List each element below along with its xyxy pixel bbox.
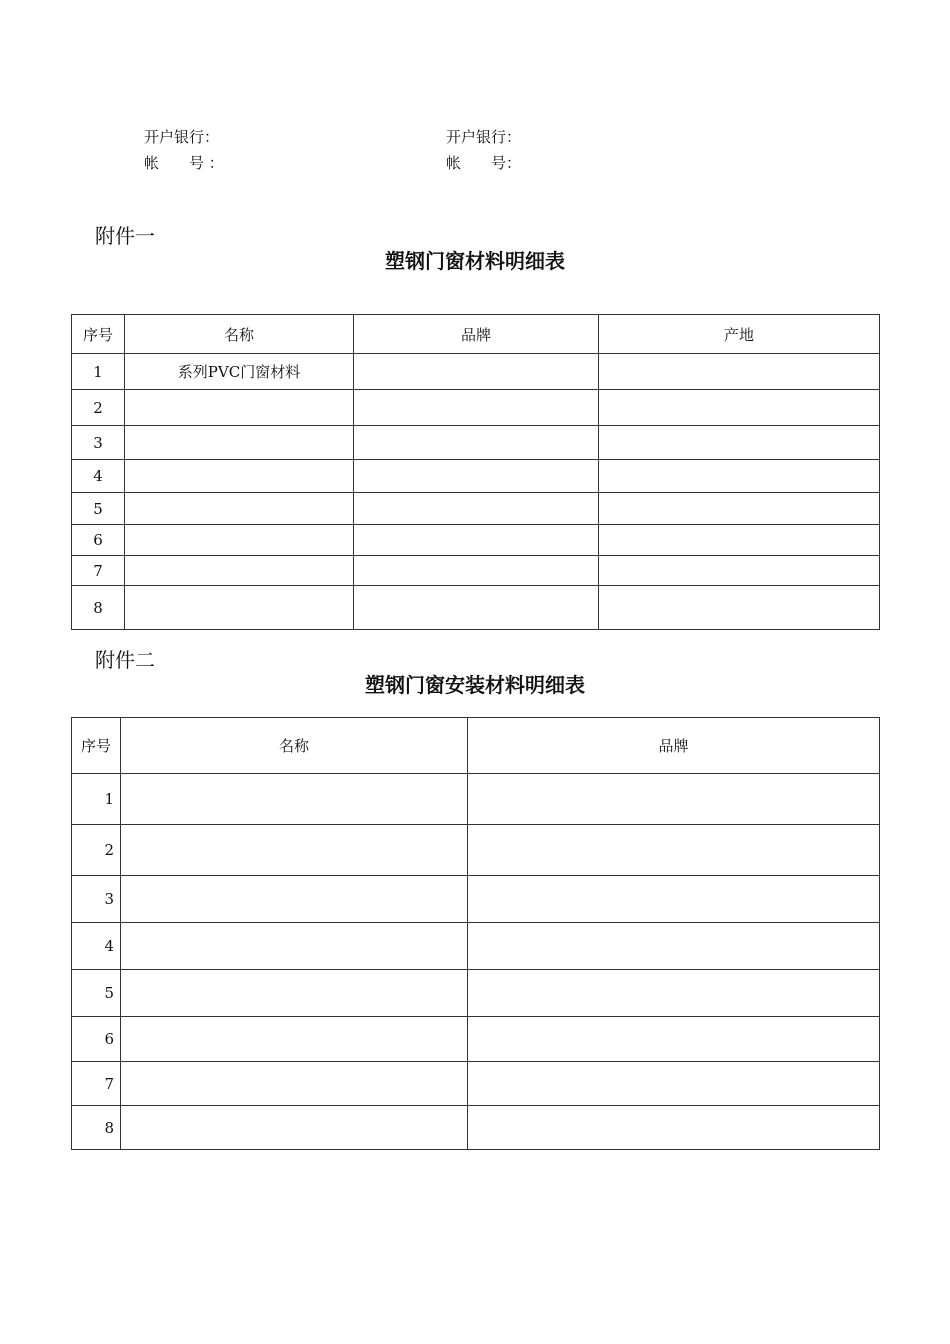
header-brand: 品牌 (468, 718, 880, 774)
cell-no: 4 (72, 923, 121, 970)
cell-no: 6 (72, 1017, 121, 1062)
table-row (72, 1106, 880, 1150)
left-account-label: 帐 号 ： (144, 154, 224, 172)
table-row (72, 426, 880, 460)
cell-brand (354, 586, 599, 630)
cell-name (121, 876, 468, 923)
attachment2-label: 附件二 (95, 648, 155, 672)
cell-origin (599, 525, 880, 556)
cell-name (121, 825, 468, 876)
materials-table (71, 314, 880, 630)
table-row (72, 525, 880, 556)
cell-name (121, 1106, 468, 1150)
cell-no: 6 (72, 525, 125, 556)
table-row (72, 774, 880, 825)
cell-name: 系列PVC门窗材料 (125, 354, 354, 390)
header-brand: 品牌 (354, 315, 599, 354)
attachment1-label: 附件一 (95, 224, 155, 248)
header-no: 序号 (72, 315, 125, 354)
cell-origin (599, 586, 880, 630)
cell-brand (468, 876, 880, 923)
cell-brand (354, 493, 599, 525)
cell-name (121, 970, 468, 1017)
cell-no: 2 (72, 825, 121, 876)
cell-brand (468, 923, 880, 970)
table-row (72, 460, 880, 493)
cell-no: 8 (72, 586, 125, 630)
cell-no: 8 (72, 1106, 121, 1150)
cell-origin (599, 426, 880, 460)
header-name: 名称 (125, 315, 354, 354)
table-row (72, 390, 880, 426)
cell-name (121, 1017, 468, 1062)
right-bank-label: 开户银行： (446, 128, 522, 146)
cell-origin (599, 556, 880, 586)
table-row (72, 1062, 880, 1106)
cell-brand (468, 1062, 880, 1106)
cell-name (125, 426, 354, 460)
cell-no: 1 (72, 354, 125, 390)
cell-brand (468, 1017, 880, 1062)
cell-no: 5 (72, 970, 121, 1017)
cell-name (125, 525, 354, 556)
header-no: 序号 (72, 718, 121, 774)
table-row (72, 825, 880, 876)
cell-origin (599, 460, 880, 493)
table-row (72, 354, 880, 390)
right-account-label: 帐 号： (446, 154, 522, 172)
cell-name (121, 923, 468, 970)
header-name: 名称 (121, 718, 468, 774)
cell-name (125, 493, 354, 525)
cell-no: 1 (72, 774, 121, 825)
cell-brand (354, 354, 599, 390)
cell-brand (354, 426, 599, 460)
cell-brand (468, 825, 880, 876)
cell-origin (599, 390, 880, 426)
cell-name (121, 1062, 468, 1106)
table-row (72, 1017, 880, 1062)
cell-name (121, 774, 468, 825)
attachment2-title: 塑钢门窗安装材料明细表 (365, 673, 585, 697)
cell-name (125, 460, 354, 493)
left-bank-label: 开户银行： (144, 128, 220, 146)
cell-name (125, 556, 354, 586)
attachment1-title: 塑钢门窗材料明细表 (385, 249, 565, 273)
cell-no: 3 (72, 876, 121, 923)
cell-brand (468, 970, 880, 1017)
cell-name (125, 586, 354, 630)
cell-brand (354, 460, 599, 493)
cell-no: 2 (72, 390, 125, 426)
table-row (72, 556, 880, 586)
cell-origin (599, 493, 880, 525)
cell-no: 7 (72, 556, 125, 586)
cell-brand (354, 556, 599, 586)
table-header-row (72, 315, 880, 354)
header-origin: 产地 (599, 315, 880, 354)
table-row (72, 876, 880, 923)
table-row (72, 493, 880, 525)
cell-name (125, 390, 354, 426)
table-row (72, 923, 880, 970)
table-row (72, 970, 880, 1017)
cell-no: 4 (72, 460, 125, 493)
table-row (72, 586, 880, 630)
cell-brand (468, 774, 880, 825)
table-header-row (72, 718, 880, 774)
installation-materials-table (71, 717, 880, 1150)
cell-no: 3 (72, 426, 125, 460)
cell-no: 7 (72, 1062, 121, 1106)
cell-origin (599, 354, 880, 390)
cell-no: 5 (72, 493, 125, 525)
cell-brand (354, 390, 599, 426)
cell-brand (468, 1106, 880, 1150)
cell-brand (354, 525, 599, 556)
